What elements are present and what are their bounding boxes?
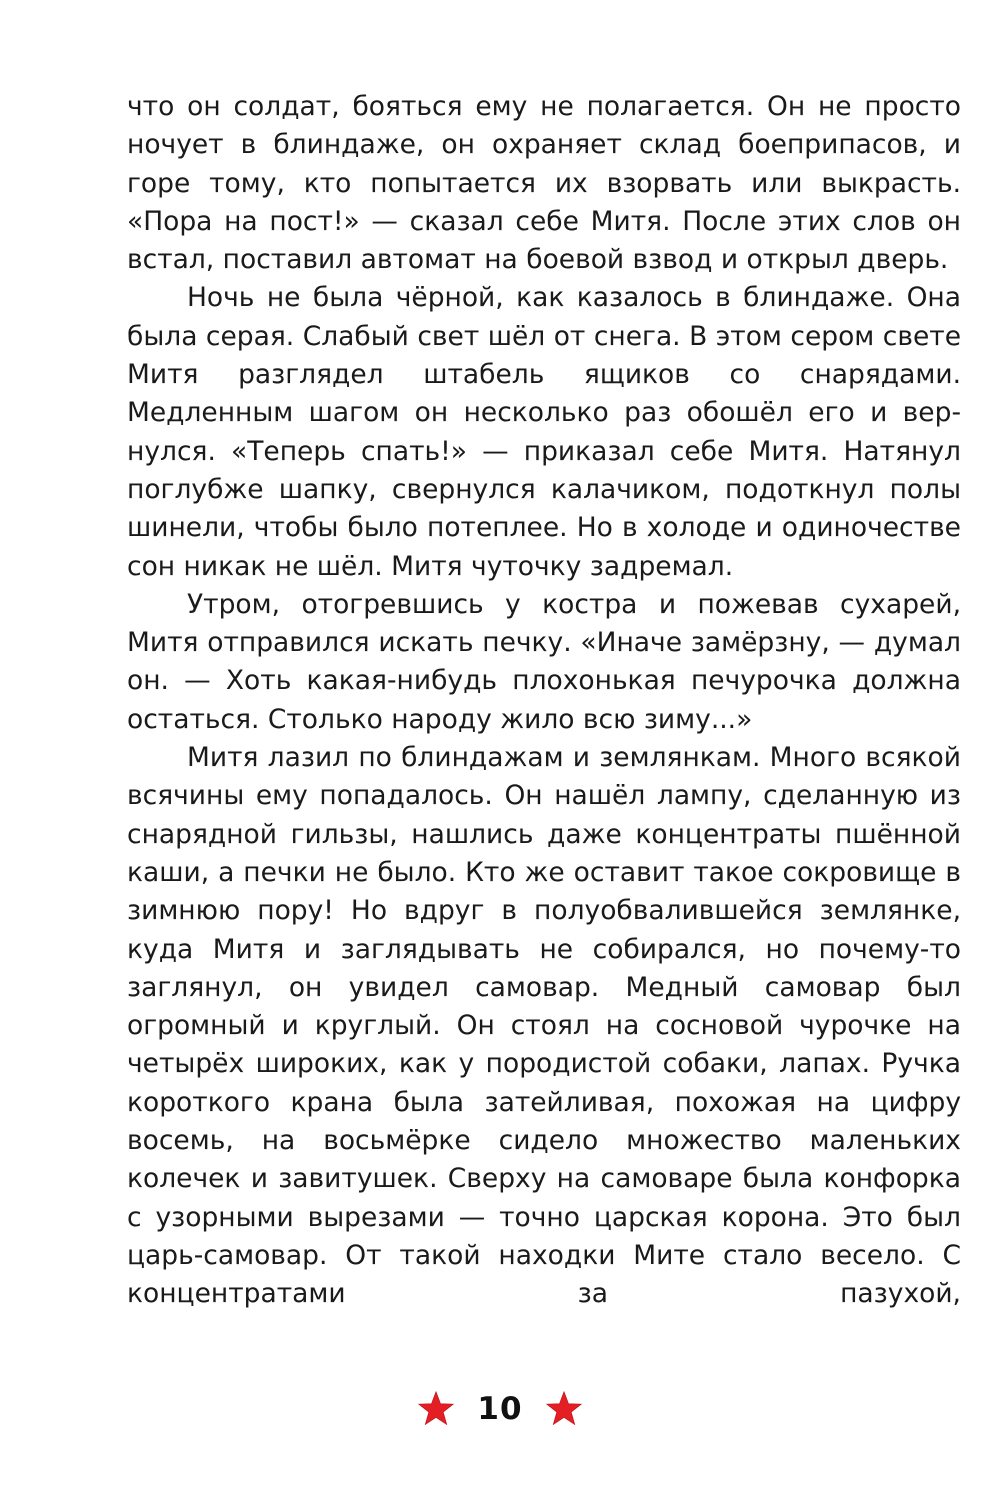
page-number: 10	[477, 1391, 523, 1427]
paragraph-2: Ночь не была чёрной, как казалось в блиндаже. Она была серая. Слабый свет шёл от снега. В этом сером свете Митя разглядел штабель ящиков со снарядами. Медленным шагом он несколько раз обошёл его и вернулся. «Теперь спать!» — приказал себе Митя. Натянул поглубже шапку, свернулся калачиком, подоткнул полы шинели, чтобы было потеплее. Но в холоде и одиночестве сон никак не шёл. Митя чуточку задремал.	[127, 282, 961, 582]
paragraph-1: что он солдат, бояться ему не полагается. Он не просто ночует в блиндаже, он охраняет склад боеприпасов, и горе тому, кто попытается их взорвать или выкрасть. «Пора на пост!» — сказал себе Митя. После этих слов он встал, поставил автомат на боевой взвод и открыл дверь.	[127, 91, 961, 276]
paragraph-4: Митя лазил по блиндажам и землянкам. Много всякой всячины ему попадалось. Он нашёл лампу, сделанную из снарядной гильзы, нашлись даже концентраты пшённой каши, а печки не было. Кто же оставит такое сокровище в зимнюю пору! Но вдруг в полуобвалившейся землянке, куда Митя и заглядывать не собирался, но почему-то заглянул, он увидел самовар. Медный самовар был огромный и круглый. Он стоял на сосновой чурочке на четырёх широких, как у породистой собаки, лапах. Ручка короткого крана была затейливая, похожая на цифру восемь, на восьмёрке сидело множество маленьких колечек и завитушек. Сверху на самоваре была конфорка с узорными вырезами — точно царская корона. Это был царь-самовар. От такой находки Мите стало весело. С концентратами за пазухой,	[127, 742, 961, 1310]
star-icon	[417, 1390, 455, 1428]
page-footer	[0, 1384, 1000, 1434]
paragraph-3: Утром, отогревшись у костра и пожевав сухарей, Митя отправился искать печку. «Иначе замёрзну, — думал он. — Хоть какая-нибудь плохонькая печурочка должна остаться. Столько народу жило всю зиму...»	[127, 588, 961, 735]
body-text	[127, 88, 961, 1314]
star-icon	[545, 1390, 583, 1428]
